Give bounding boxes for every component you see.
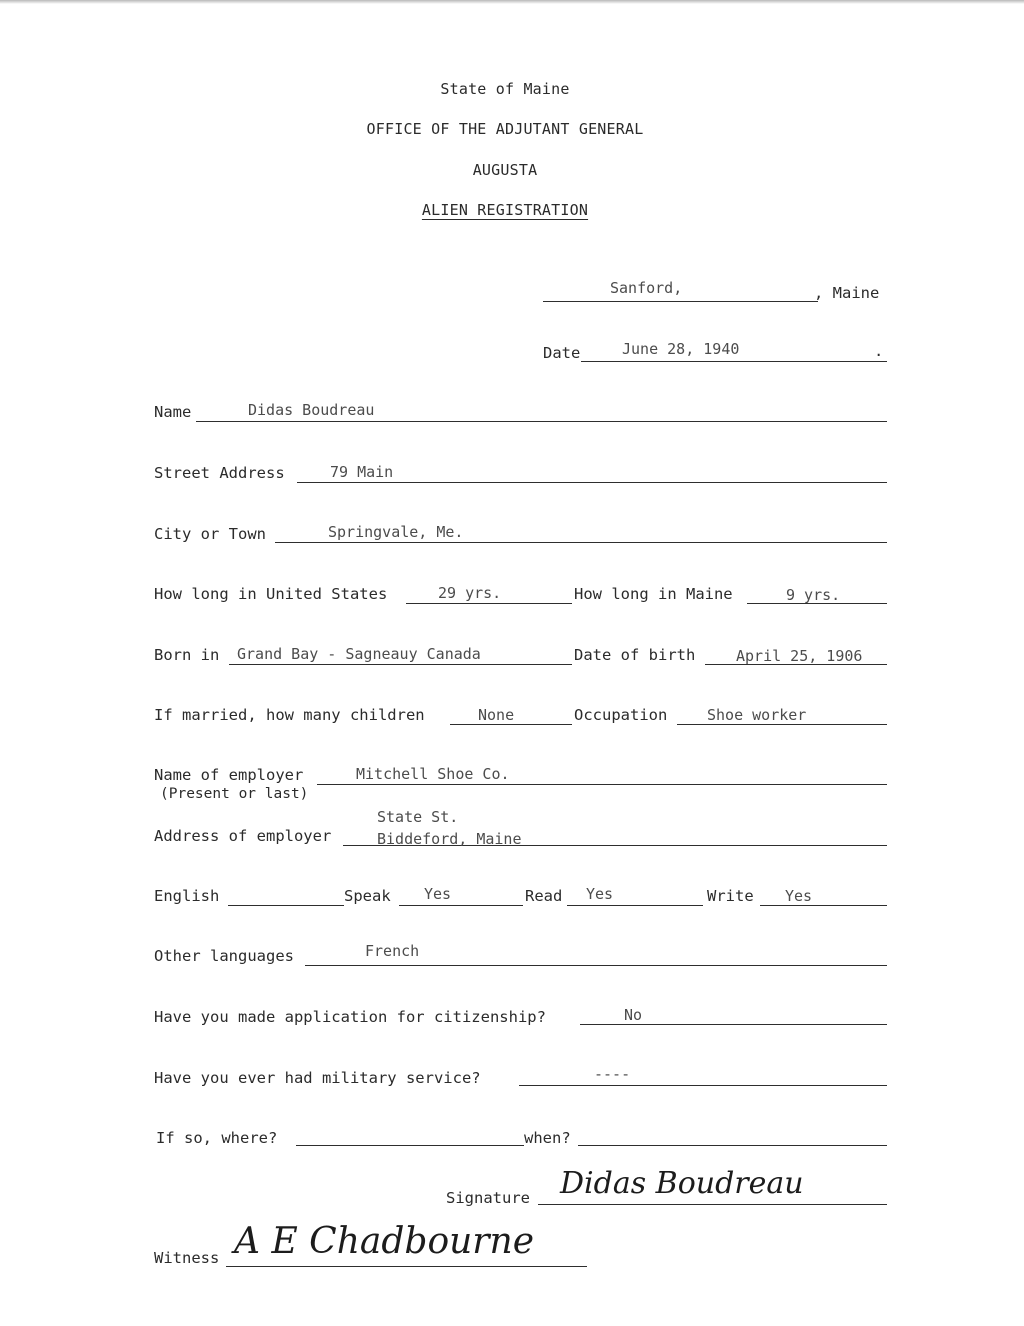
signature-value: Didas Boudreau xyxy=(560,1166,804,1201)
maine-years-label: How long in Maine xyxy=(574,585,733,603)
maine-years-value: 9 yrs. xyxy=(786,586,841,604)
read-label: Read xyxy=(525,887,563,905)
write-label: Write xyxy=(707,887,754,905)
children-value: None xyxy=(478,706,515,724)
name-label: Name xyxy=(154,403,192,421)
us-years-label: How long in United States xyxy=(154,585,388,603)
us-years-line xyxy=(406,603,572,604)
scan-edge xyxy=(0,0,1024,4)
office-heading: OFFICE OF THE ADJUTANT GENERAL xyxy=(366,120,644,138)
when-line xyxy=(578,1145,887,1146)
children-label: If married, how many children xyxy=(154,706,425,724)
witness-line xyxy=(226,1266,587,1267)
born-in-label: Born in xyxy=(154,646,220,664)
employer-address-line2: Biddeford, Maine xyxy=(377,830,522,848)
employer-line xyxy=(317,784,887,785)
form-title: ALIEN REGISTRATION xyxy=(421,201,589,219)
date-label: Date xyxy=(543,344,581,362)
witness-label: Witness xyxy=(154,1249,220,1267)
city-line xyxy=(275,542,887,543)
where-line xyxy=(296,1145,524,1146)
employer-label: Name of employer xyxy=(154,766,304,784)
city-label: City or Town xyxy=(154,525,266,543)
employer-address-line1: State St. xyxy=(377,808,459,826)
when-label: when? xyxy=(524,1129,571,1147)
town-line xyxy=(543,301,818,302)
name-line xyxy=(196,421,887,422)
employer-sublabel: (Present or last) xyxy=(160,786,309,802)
write-value: Yes xyxy=(785,887,813,905)
other-languages-value: French xyxy=(365,942,420,960)
street-value: 79 Main xyxy=(330,463,394,481)
occupation-line xyxy=(677,724,887,725)
english-line xyxy=(228,905,344,906)
speak-value: Yes xyxy=(424,885,452,903)
street-line xyxy=(297,482,887,483)
born-in-value: Grand Bay - Sagneauy Canada xyxy=(237,645,481,663)
other-languages-label: Other languages xyxy=(154,947,294,965)
us-years-value: 29 yrs. xyxy=(438,584,502,602)
name-value: Didas Boudreau xyxy=(248,401,375,419)
citizenship-line xyxy=(580,1024,887,1025)
read-line xyxy=(567,905,703,906)
citizenship-label: Have you made application for citizenship? xyxy=(154,1008,546,1026)
read-value: Yes xyxy=(586,885,614,903)
military-line xyxy=(519,1085,887,1086)
city-value: Springvale, Me. xyxy=(328,523,464,541)
speak-line xyxy=(399,905,523,906)
city-heading: AUGUSTA xyxy=(472,161,538,179)
occupation-label: Occupation xyxy=(574,706,668,724)
citizenship-value: No xyxy=(624,1006,643,1024)
military-value: ---- xyxy=(594,1065,631,1083)
where-label: If so, where? xyxy=(156,1129,278,1147)
speak-label: Speak xyxy=(344,887,391,905)
write-line xyxy=(760,905,887,906)
employer-address-label: Address of employer xyxy=(154,827,332,845)
birth-date-value: April 25, 1906 xyxy=(736,647,863,665)
signature-line xyxy=(538,1204,887,1205)
town-value: Sanford, xyxy=(610,279,683,297)
other-languages-line xyxy=(305,965,887,966)
place-suffix: , Maine xyxy=(814,284,880,302)
witness-value: A E Chadbourne xyxy=(234,1221,535,1262)
children-line xyxy=(450,724,572,725)
born-in-line xyxy=(229,664,572,665)
state-heading: State of Maine xyxy=(440,80,570,98)
date-value: June 28, 1940 xyxy=(622,340,740,358)
signature-label: Signature xyxy=(446,1189,530,1207)
date-line xyxy=(581,361,887,362)
street-label: Street Address xyxy=(154,464,285,482)
employer-value: Mitchell Shoe Co. xyxy=(356,765,510,783)
military-label: Have you ever had military service? xyxy=(154,1069,481,1087)
date-end: . xyxy=(874,342,884,360)
birth-date-label: Date of birth xyxy=(574,646,696,664)
occupation-value: Shoe worker xyxy=(707,706,807,724)
english-label: English xyxy=(154,887,220,905)
